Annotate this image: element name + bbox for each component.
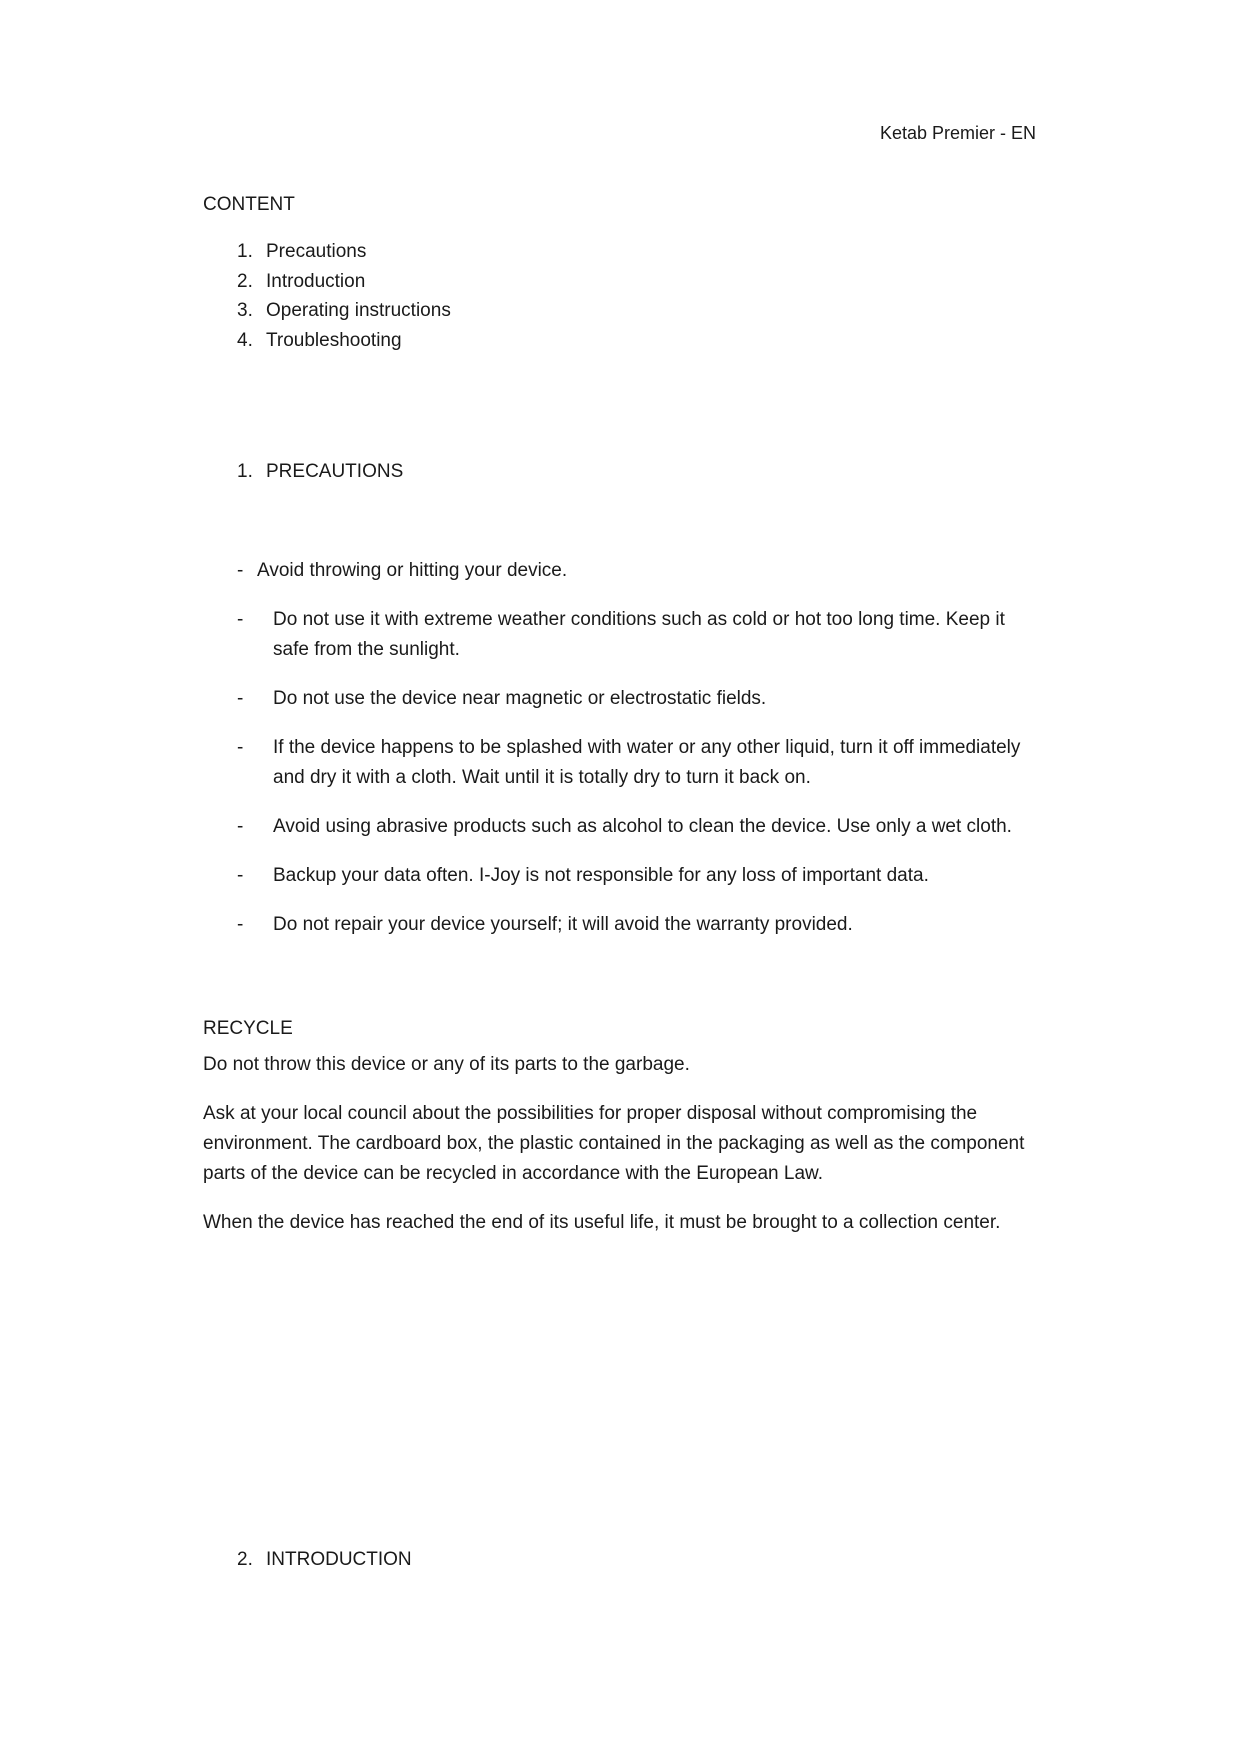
- dash-bullet: -: [237, 914, 244, 935]
- bullet-text: If the device happens to be splashed with water or any other liquid, turn it off immediately and dry it with a cloth. Wait until it is totally dry to turn it back on.: [273, 737, 1021, 788]
- dash-bullet: -: [237, 688, 244, 709]
- list-item: [237, 605, 1037, 665]
- bullet-text: Do not use it with extreme weather conditions such as cold or hot too long time. Keep it safe from the sunlight.: [273, 609, 1005, 660]
- bullet-text: Avoid using abrasive products such as alcohol to clean the device. Use only a wet cloth.: [273, 816, 1012, 837]
- bullet-text: Backup your data often. I-Joy is not responsible for any loss of important data.: [273, 865, 929, 886]
- toc-item-operating-instructions: [237, 296, 451, 326]
- section-title: PRECAUTIONS: [266, 461, 404, 482]
- bullet-text: Do not repair your device yourself; it will avoid the warranty provided.: [273, 914, 853, 935]
- list-item: [237, 910, 1037, 940]
- section-number: 1.: [237, 461, 253, 482]
- section-title: INTRODUCTION: [266, 1549, 412, 1570]
- page-header: Ketab Premier - EN: [879, 123, 1036, 143]
- toc-label: Operating instructions: [266, 300, 451, 321]
- content-heading: CONTENT: [203, 194, 295, 215]
- table-of-contents: [237, 237, 451, 355]
- toc-number: 4.: [237, 329, 253, 351]
- recycle-paragraph: When the device has reached the end of its useful life, it must be brought to a collection center.: [203, 1212, 1001, 1233]
- list-item: [237, 684, 1037, 714]
- section-number: 2.: [237, 1549, 253, 1570]
- dash-bullet: -: [237, 560, 244, 581]
- precautions-heading: [237, 457, 403, 487]
- bullet-text: Avoid throwing or hitting your device.: [257, 560, 568, 581]
- toc-label: Troubleshooting: [266, 329, 402, 351]
- toc-item-troubleshooting: [237, 326, 451, 356]
- list-item: [237, 556, 1037, 586]
- introduction-heading: [237, 1545, 412, 1575]
- recycle-heading: RECYCLE: [203, 1018, 293, 1039]
- toc-item-introduction: [237, 267, 451, 297]
- recycle-paragraph: Do not throw this device or any of its parts to the garbage.: [203, 1054, 690, 1075]
- dash-bullet: -: [237, 816, 244, 837]
- toc-number: 3.: [237, 300, 253, 321]
- recycle-paragraph: Ask at your local council about the possibilities for proper disposal without compromising the environment. The cardboard box, the plastic contained in the packaging as well as the component parts of the device can be recycled in accordance with the European Law.: [203, 1103, 1025, 1184]
- list-item: [237, 812, 1037, 842]
- dash-bullet: -: [237, 609, 244, 630]
- list-item: [237, 861, 1037, 891]
- bullet-text: Do not use the device near magnetic or electrostatic fields.: [273, 688, 767, 709]
- toc-label: Introduction: [266, 270, 366, 292]
- list-item: [237, 733, 1037, 793]
- toc-number: 1.: [237, 241, 253, 262]
- precautions-list: [237, 556, 1037, 959]
- toc-item-precautions: [237, 237, 451, 267]
- toc-label: Precautions: [266, 241, 367, 262]
- dash-bullet: -: [237, 737, 244, 758]
- toc-number: 2.: [237, 270, 253, 292]
- dash-bullet: -: [237, 865, 244, 886]
